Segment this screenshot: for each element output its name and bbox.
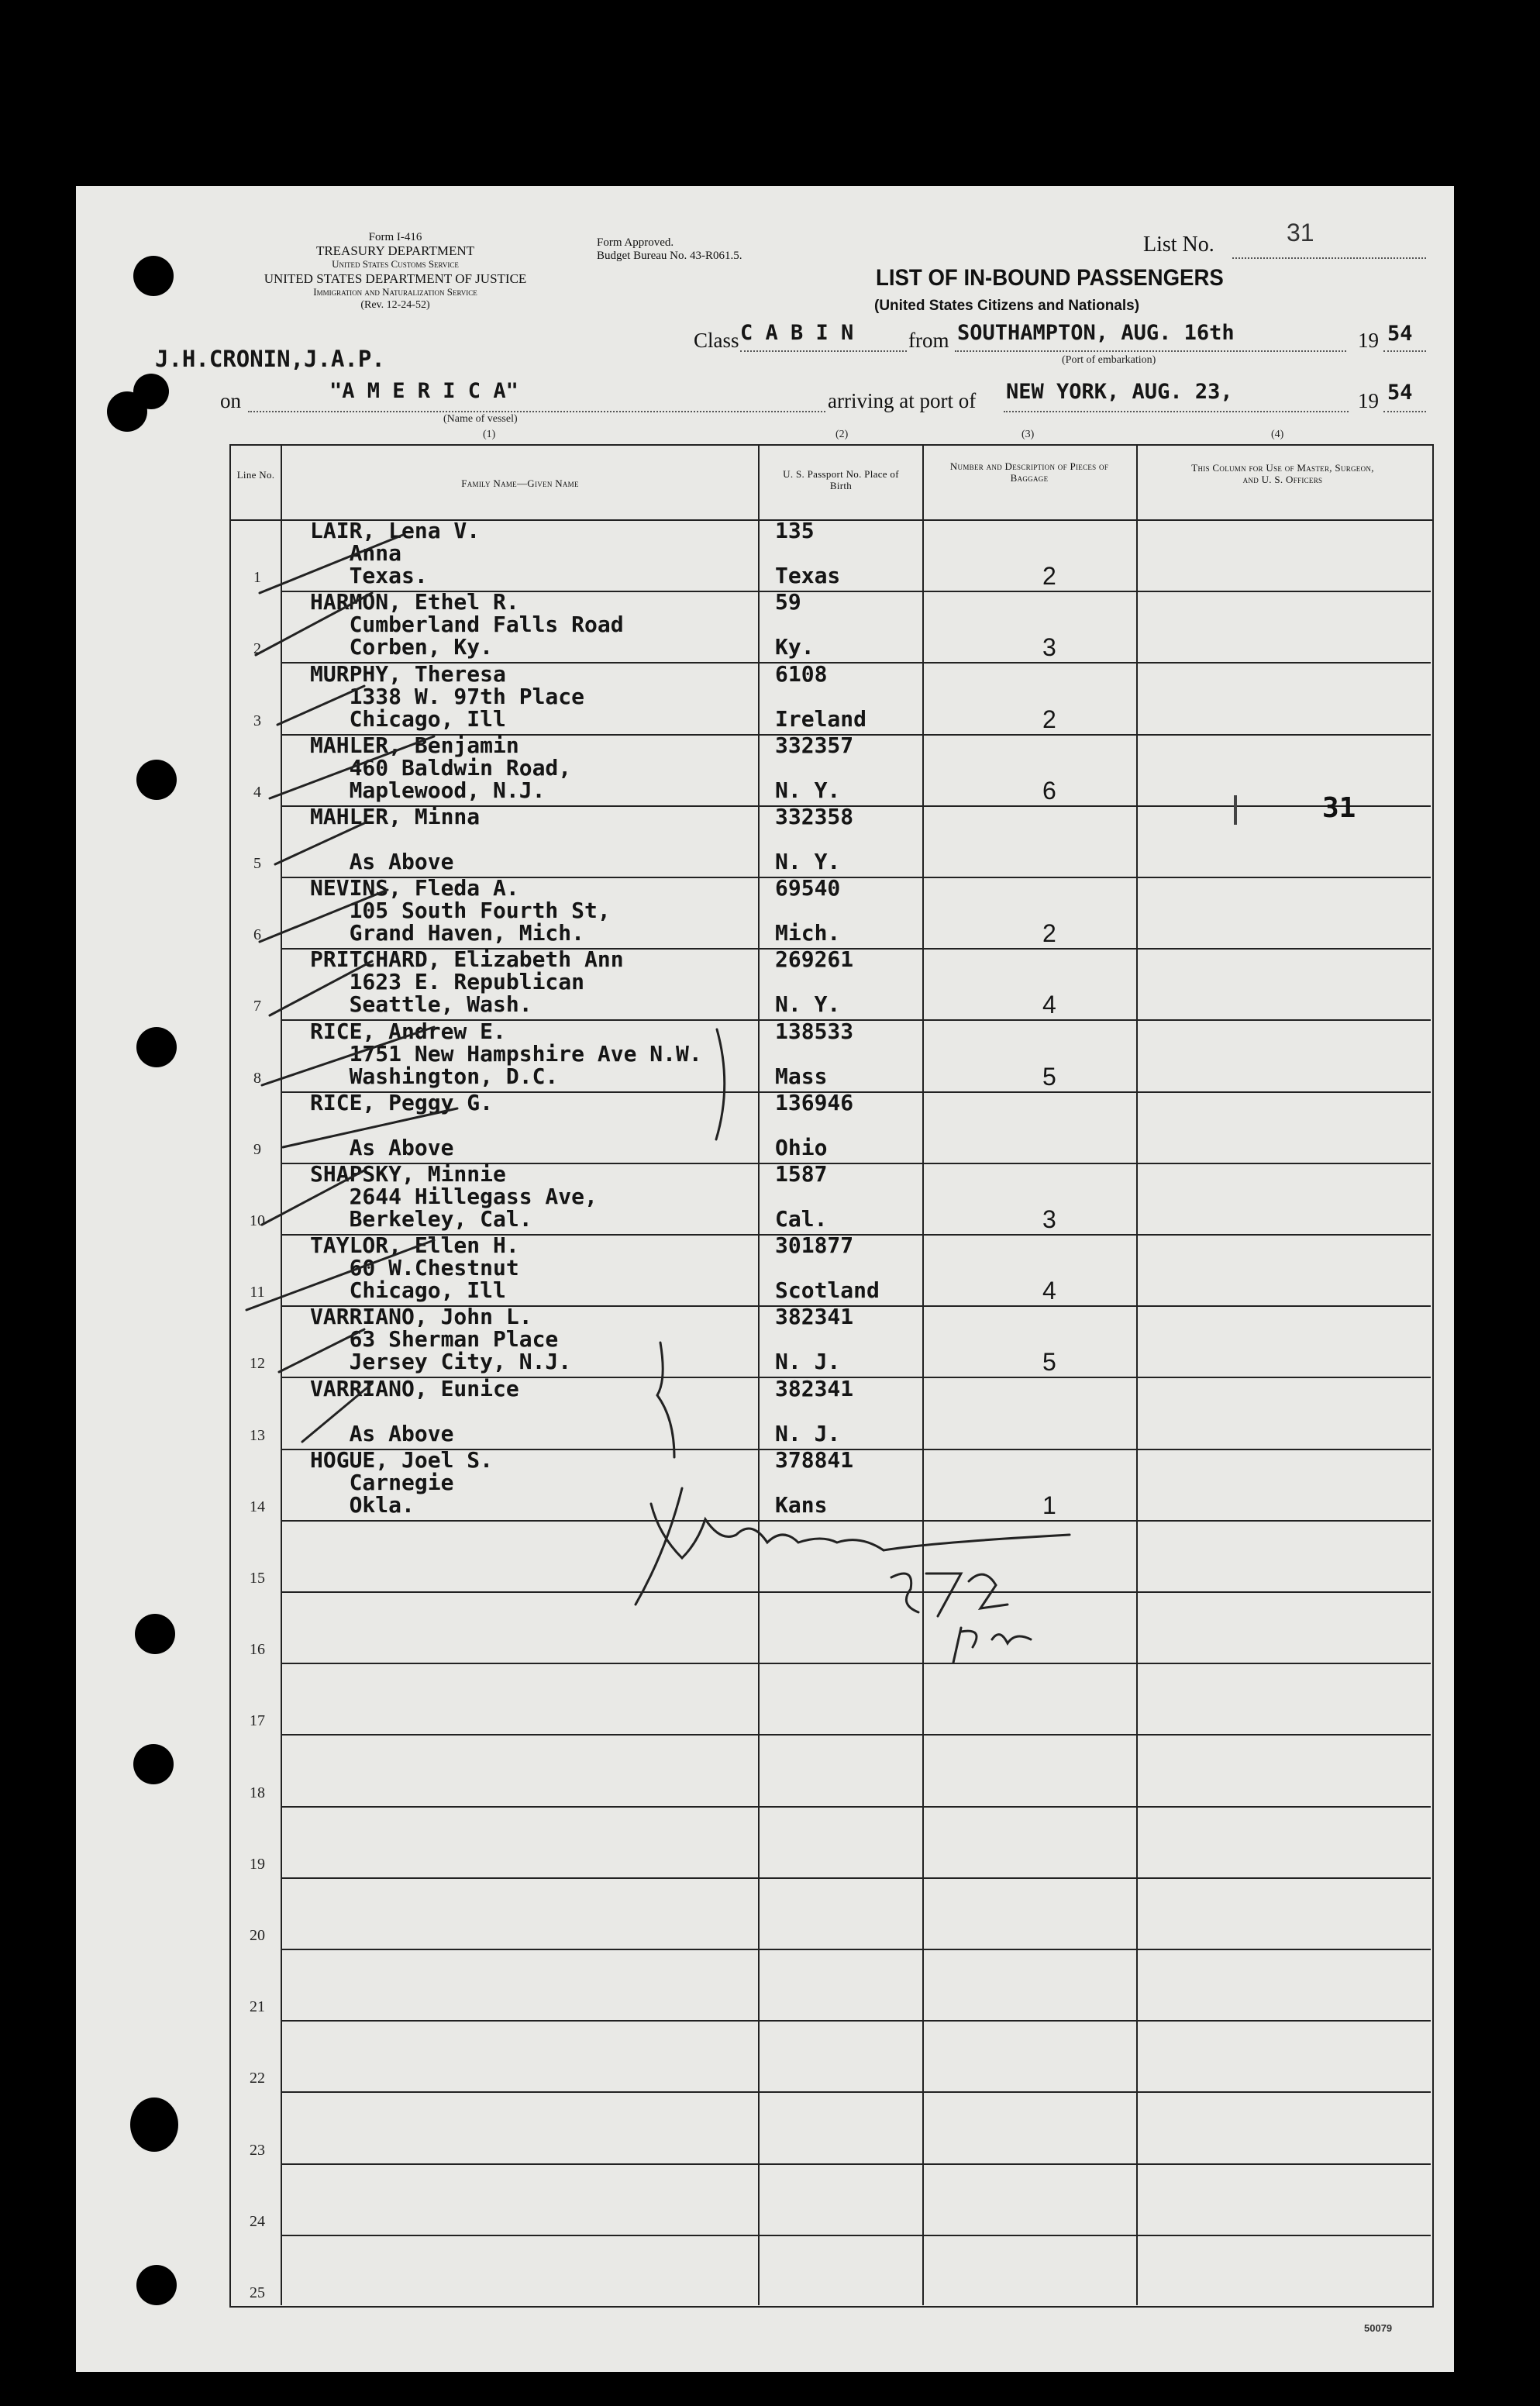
passport-number: 332358	[775, 804, 854, 829]
row-rule	[281, 1734, 1431, 1736]
passenger-address: Texas.	[310, 563, 428, 588]
line-number: 16	[250, 1641, 265, 1658]
passenger-name: VARRIANO, Eunice	[310, 1376, 519, 1401]
col-divider-name	[758, 445, 760, 2305]
baggage-count: 5	[1042, 1063, 1056, 1091]
passenger-name: PRITCHARD, Elizabeth Ann	[310, 946, 624, 972]
line-number: 20	[250, 1927, 265, 1944]
row-rule	[281, 1591, 1431, 1593]
passenger-name: HARMON, Ethel R.	[310, 589, 519, 615]
passport-number: 138533	[775, 1019, 854, 1044]
line-number: 21	[250, 1998, 265, 2015]
passenger-address: 1751 New Hampshire Ave N.W.	[310, 1041, 702, 1067]
birthplace: Mich.	[775, 920, 841, 946]
embarkation-port: SOUTHAMPTON, AUG. 16th	[957, 321, 1235, 345]
footer-code: 50079	[1364, 2322, 1393, 2334]
budget-bureau: Budget Bureau No. 43-R061.5.	[597, 250, 742, 262]
passenger-address: Chicago, Ill	[310, 1277, 506, 1303]
passenger-name: TAYLOR, Ellen H.	[310, 1232, 519, 1258]
line-number: 17	[250, 1712, 265, 1729]
passenger-name: SHAPSKY, Minnie	[310, 1161, 506, 1187]
officer-note: 31	[1322, 792, 1356, 824]
passenger-address: 1623 E. Republican	[310, 969, 585, 994]
baggage-count: 4	[1042, 991, 1056, 1019]
header-name: Family Name—Given Name	[461, 477, 579, 489]
list-number: 31	[1287, 219, 1314, 246]
form-approved: Form Approved.	[597, 236, 674, 249]
on-label: on	[220, 389, 241, 412]
row-rule	[281, 1663, 1431, 1664]
line-number: 18	[250, 1784, 265, 1801]
page-title: LIST OF IN-BOUND PASSENGERS	[876, 265, 1224, 291]
col1-number: (1)	[483, 429, 496, 440]
passenger-address: Carnegie	[310, 1470, 454, 1495]
passenger-address: 63 Sherman Place	[310, 1326, 559, 1352]
line-number: 5	[253, 855, 261, 872]
year-prefix: 19	[1358, 329, 1379, 352]
passenger-address: Berkeley, Cal.	[310, 1206, 532, 1232]
passenger-address: Okla.	[310, 1492, 415, 1518]
birthplace: N. Y.	[775, 991, 841, 1017]
treasury-dept: TREASURY DEPARTMENT	[315, 243, 475, 258]
row-rule	[281, 2020, 1431, 2022]
passenger-address: 2644 Hillegass Ave,	[310, 1184, 598, 1209]
line-number: 14	[250, 1498, 265, 1515]
baggage-count: 3	[1042, 1205, 1056, 1233]
passenger-name: MURPHY, Theresa	[310, 661, 506, 687]
passenger-name: NEVINS, Fleda A.	[310, 875, 519, 901]
baggage-count: 2	[1042, 705, 1056, 733]
birthplace: Ky.	[775, 634, 815, 660]
master-name: J.H.CRONIN,J.A.P.	[155, 346, 385, 372]
line-number: 11	[250, 1284, 265, 1301]
passenger-address: Seattle, Wash.	[310, 991, 532, 1017]
passenger-name: RICE, Andrew E.	[310, 1019, 506, 1044]
passport-number: 59	[775, 589, 801, 615]
baggage-count: 6	[1042, 777, 1056, 805]
line-number: 7	[253, 998, 261, 1015]
birthplace: Texas	[775, 563, 841, 588]
port-caption: (Port of embarkation)	[1062, 354, 1156, 366]
passport-number: 135	[775, 518, 815, 543]
header-line-no: Line No.	[236, 469, 275, 481]
header-baggage: Number and Description of Pieces of Baggage	[949, 460, 1109, 484]
birthplace: N. J.	[775, 1349, 841, 1374]
row-rule	[281, 1520, 1431, 1522]
from-label: from	[908, 329, 949, 352]
passport-number: 301877	[775, 1232, 854, 1258]
class-label: Class	[694, 329, 739, 352]
row-rule	[281, 2235, 1431, 2236]
line-number: 2	[253, 640, 261, 657]
passenger-address: As Above	[310, 1421, 454, 1446]
birthplace: Mass	[775, 1063, 828, 1089]
passenger-address: 60 W.Chestnut	[310, 1255, 519, 1281]
customs-service: United States Customs Service	[332, 258, 459, 270]
header-passport: U. S. Passport No. Place of Birth	[783, 468, 899, 491]
year-prefix-2: 19	[1358, 389, 1379, 412]
passport-number: 378841	[775, 1447, 854, 1473]
class-value: C A B I N	[740, 321, 854, 345]
birthplace: Kans	[775, 1492, 828, 1518]
vessel-caption: (Name of vessel)	[443, 413, 518, 425]
passenger-address: Maplewood, N.J.	[310, 777, 546, 803]
row-rule	[281, 2091, 1431, 2093]
passenger-address: As Above	[310, 849, 454, 874]
passenger-name: VARRIANO, John L.	[310, 1304, 532, 1329]
arrival-port: NEW YORK, AUG. 23,	[1006, 380, 1233, 404]
line-number: 22	[250, 2070, 265, 2087]
birthplace: N. Y.	[775, 849, 841, 874]
passport-number: 332357	[775, 732, 854, 758]
vessel-name: "A M E R I C A"	[329, 379, 519, 403]
passenger-name: LAIR, Lena V.	[310, 518, 481, 543]
passenger-address: 105 South Fourth St,	[310, 898, 611, 923]
baggage-count: 2	[1042, 919, 1056, 947]
passenger-address: Corben, Ky.	[310, 634, 494, 660]
row-rule	[281, 1877, 1431, 1879]
line-number: 1	[253, 569, 261, 586]
passport-number: 1587	[775, 1161, 828, 1187]
line-number: 12	[250, 1355, 265, 1372]
arrival-year: 54	[1387, 381, 1413, 405]
col-divider-line	[281, 445, 282, 2305]
line-number: 9	[253, 1141, 261, 1158]
line-number: 19	[250, 1856, 265, 1873]
passenger-name: HOGUE, Joel S.	[310, 1447, 494, 1473]
passenger-address: 1338 W. 97th Place	[310, 684, 585, 709]
passport-number: 6108	[775, 661, 828, 687]
passenger-name: MAHLER, Minna	[310, 804, 481, 829]
page-subtitle: (United States Citizens and Nationals)	[874, 298, 1140, 314]
passenger-address: Grand Haven, Mich.	[310, 920, 585, 946]
birthplace: Ohio	[775, 1135, 828, 1160]
passport-number: 382341	[775, 1376, 854, 1401]
ins-service: Immigration and Naturalization Service	[313, 286, 477, 298]
line-number: 8	[253, 1070, 261, 1087]
line-number: 24	[250, 2213, 265, 2230]
baggage-count: 2	[1042, 562, 1056, 590]
passenger-address: Washington, D.C.	[310, 1063, 559, 1089]
col4-number: (4)	[1271, 429, 1284, 440]
passenger-address: Anna	[310, 540, 402, 566]
form-number: Form I-416	[368, 231, 422, 243]
revision-date: (Rev. 12-24-52)	[360, 299, 430, 311]
birthplace: Scotland	[775, 1277, 880, 1303]
baggage-count: 1	[1042, 1491, 1056, 1519]
passport-number: 69540	[775, 875, 841, 901]
baggage-count: 5	[1042, 1348, 1056, 1376]
col-divider-baggage	[1136, 445, 1138, 2305]
row-rule	[281, 2163, 1431, 2165]
passport-number: 382341	[775, 1304, 854, 1329]
list-number-label: List No.	[1143, 233, 1214, 257]
passport-number: 136946	[775, 1090, 854, 1115]
birthplace: N. Y.	[775, 777, 841, 803]
passport-number: 269261	[775, 946, 854, 972]
passenger-address: 460 Baldwin Road,	[310, 755, 572, 781]
justice-dept: UNITED STATES DEPARTMENT OF JUSTICE	[264, 271, 527, 286]
passenger-address: Jersey City, N.J.	[310, 1349, 572, 1374]
col3-number: (3)	[1021, 429, 1035, 440]
line-number: 25	[250, 2284, 265, 2301]
line-number: 6	[253, 926, 261, 943]
passenger-name: RICE, Peggy G.	[310, 1090, 494, 1115]
passenger-address: As Above	[310, 1135, 454, 1160]
line-number: 4	[253, 784, 261, 801]
line-number: 10	[250, 1212, 265, 1229]
birthplace: Cal.	[775, 1206, 828, 1232]
passenger-address: Chicago, Ill	[310, 706, 506, 732]
line-number: 23	[250, 2142, 265, 2159]
row-rule	[281, 1806, 1431, 1808]
passenger-address: Cumberland Falls Road	[310, 612, 624, 637]
passenger-name: MAHLER, Benjamin	[310, 732, 519, 758]
birthplace: Ireland	[775, 706, 867, 732]
officer-tick-mark	[1234, 795, 1237, 825]
row-rule	[281, 1949, 1431, 1950]
line-number: 15	[250, 1570, 265, 1587]
baggage-count: 3	[1042, 633, 1056, 661]
header-officers: This Column for Use of Master, Surgeon, and U. S. Officers	[1191, 462, 1374, 485]
col-divider-passport	[922, 445, 924, 2305]
birthplace: N. J.	[775, 1421, 841, 1446]
col2-number: (2)	[835, 429, 849, 440]
embarkation-year: 54	[1387, 322, 1413, 346]
line-number: 13	[250, 1427, 265, 1444]
line-number: 3	[253, 712, 261, 729]
baggage-count: 4	[1042, 1277, 1056, 1305]
arriving-label: arriving at port of	[828, 389, 977, 412]
